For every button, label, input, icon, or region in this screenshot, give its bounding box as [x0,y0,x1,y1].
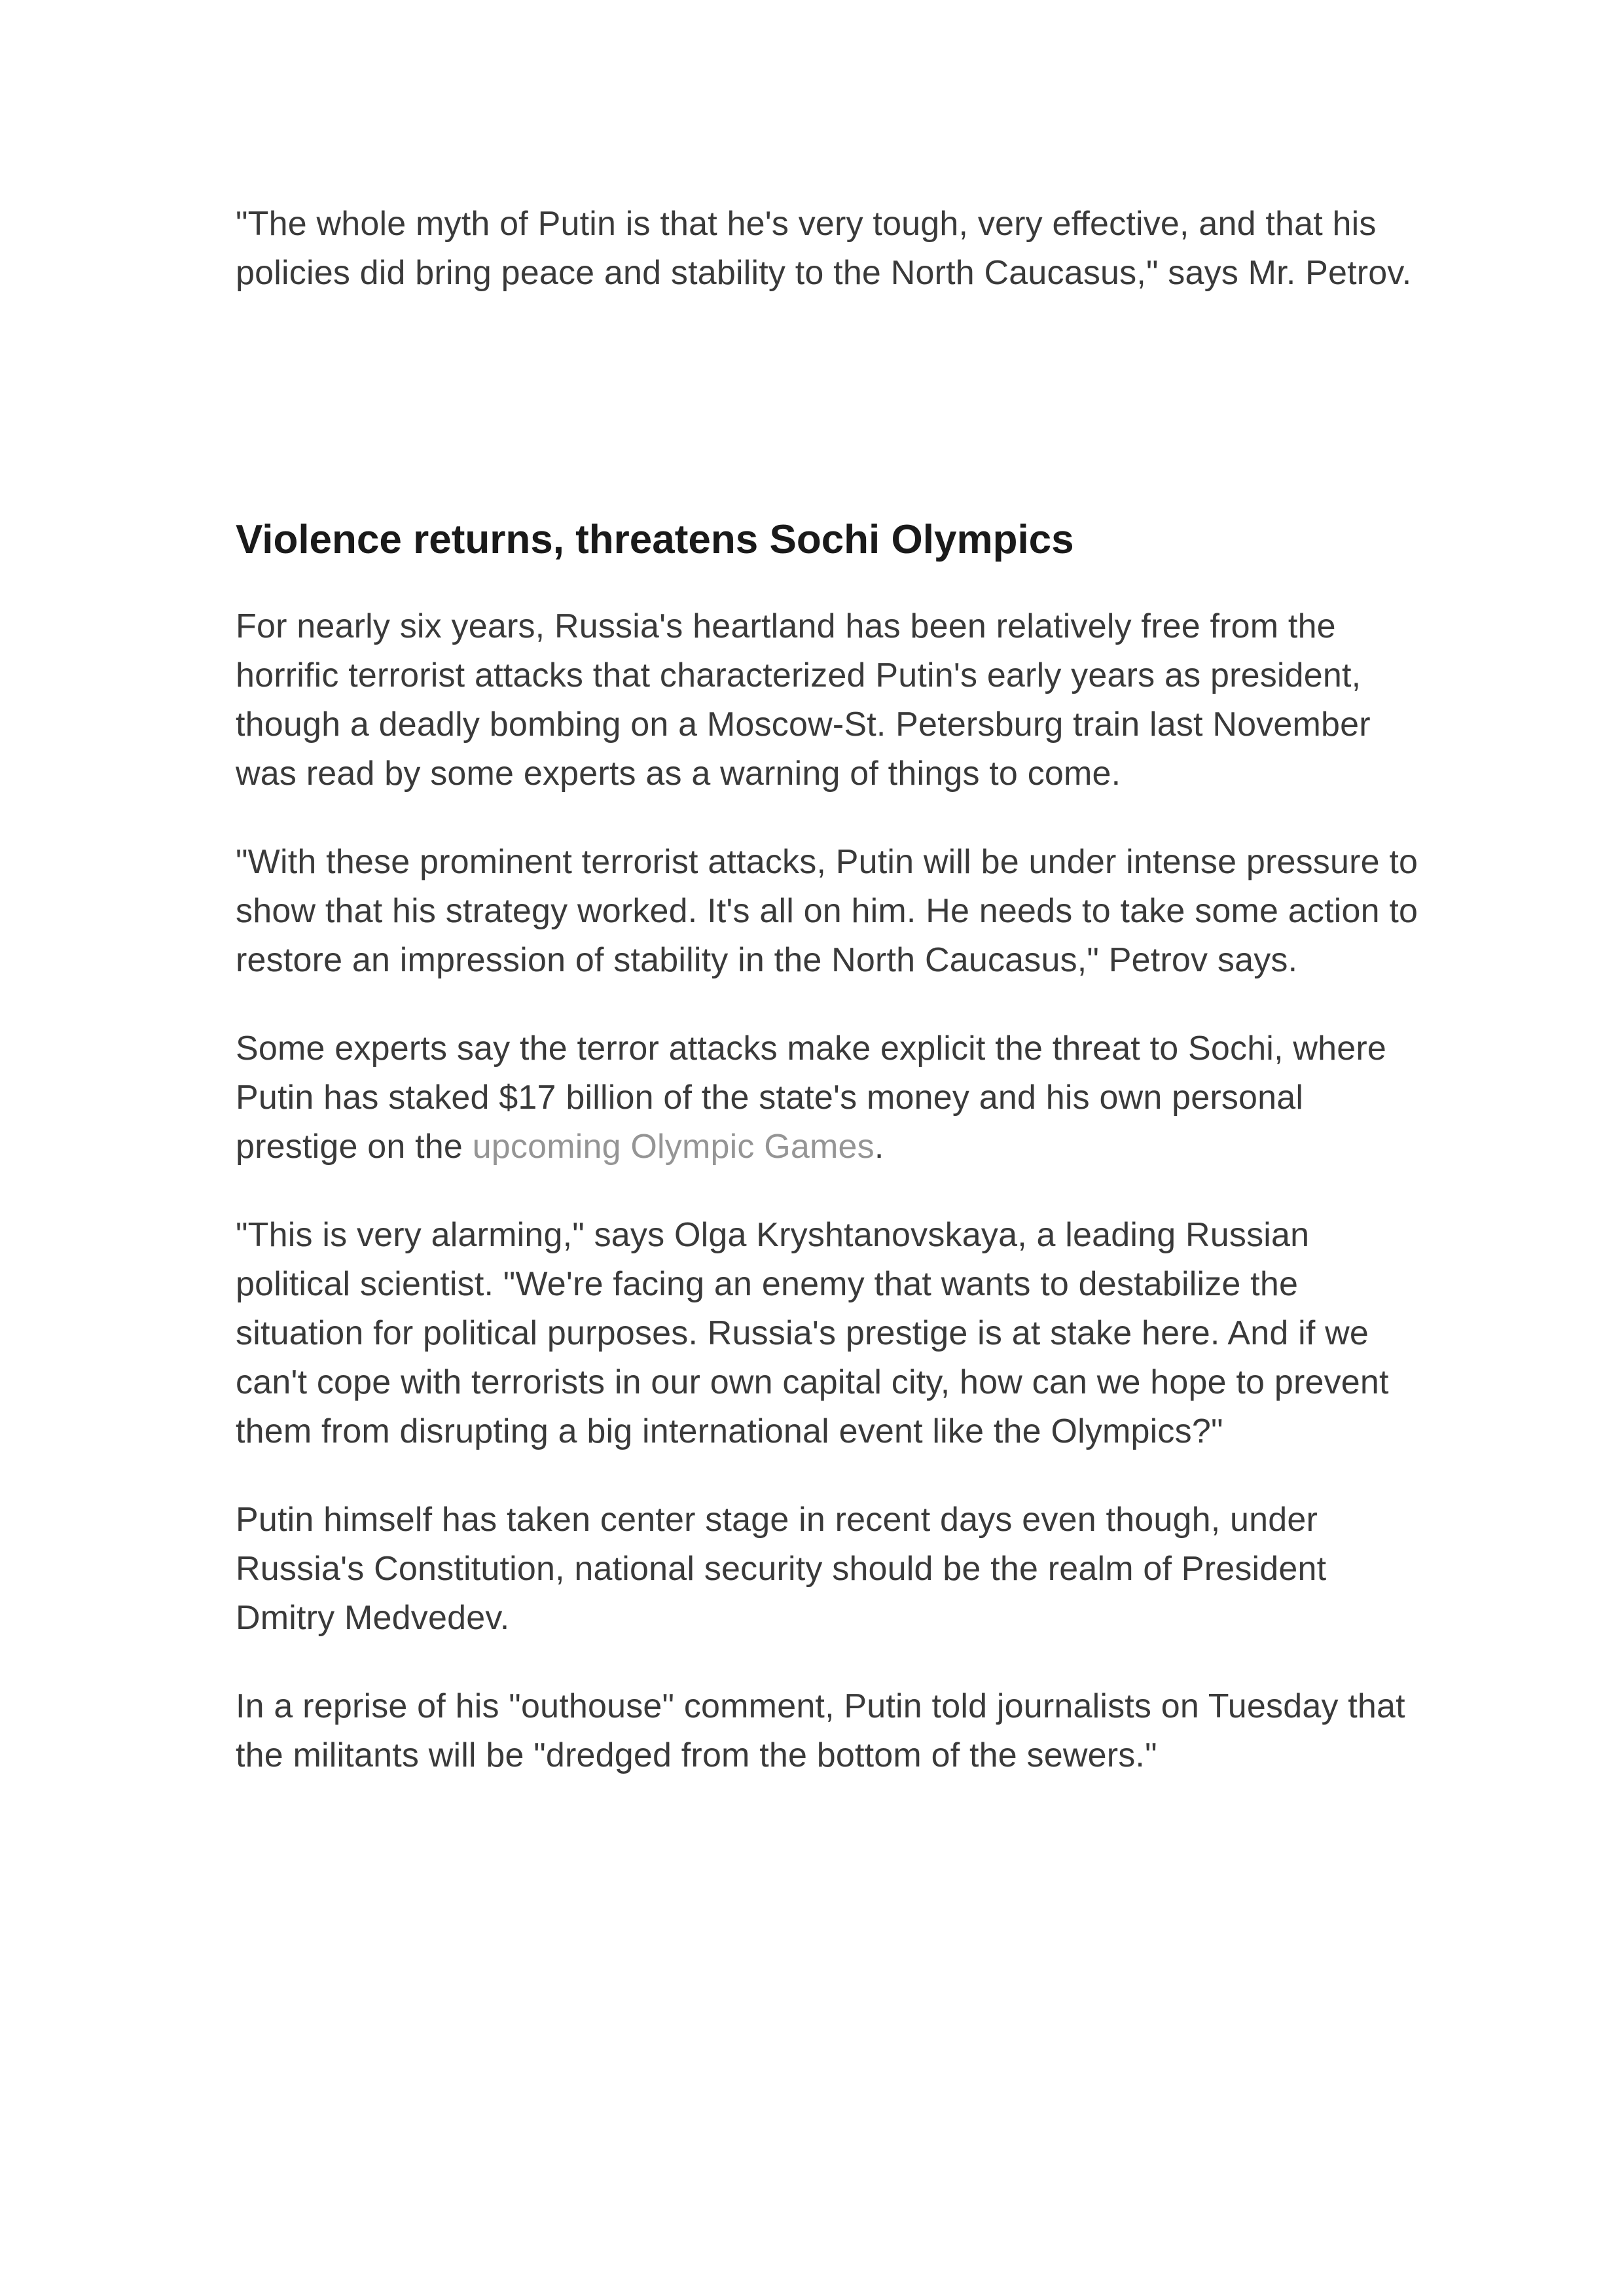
paragraph-alarming: "This is very alarming," says Olga Kryshtanovskaya, a leading Russian political scientist. "We're facing an enemy that wants to destabilize the situation for political purposes. Russia's prestige is at stake here. And if we can't cope with terrorists in our own capital city, how can we hope to prevent them from disrupting a big international event like the Olympics?" [236,1216,1389,1450]
paragraph-outhouse: In a reprise of his "outhouse" comment, Putin told journalists on Tuesday that the militants will be "dredged from the bottom of the sewers." [236,1687,1405,1774]
paragraph-intense-pressure: "With these prominent terrorist attacks, Putin will be under intense pressure to show that his strategy worked. It's all on him. He needs to take some action to restore an impression of stability in the North Caucasus," Petrov says. [236,843,1418,979]
paragraph-six-years: For nearly six years, Russia's heartland has been relatively free from the horrific terrorist attacks that characterized Putin's early years as president, though a deadly bombing on a Moscow-St. Petersburg train last November was read by some experts as a warning of things to come. [236,607,1371,793]
paragraph-sochi-threat [236,1024,1420,1172]
paragraph-quote-petrov: "The whole myth of Putin is that he's very tough, very effective, and that his policies did bring peace and stability to the North Caucasus," says Mr. Petrov. [236,205,1412,292]
sochi-threat-text: Some experts say the terror attacks make explicit the threat to Sochi, where Putin has staked $17 billion of the state's money and his own personal prestige on the [236,1030,1386,1166]
olympic-games-link[interactable]: upcoming Olympic Games [472,1128,875,1166]
sochi-threat-period: . [874,1128,884,1166]
paragraph-center-stage: Putin himself has taken center stage in recent days even though, under Russia's Constitution, national security should be the realm of President Dmitry Medvedev. [236,1501,1327,1637]
section-heading: Violence returns, threatens Sochi Olympics [236,517,1074,562]
